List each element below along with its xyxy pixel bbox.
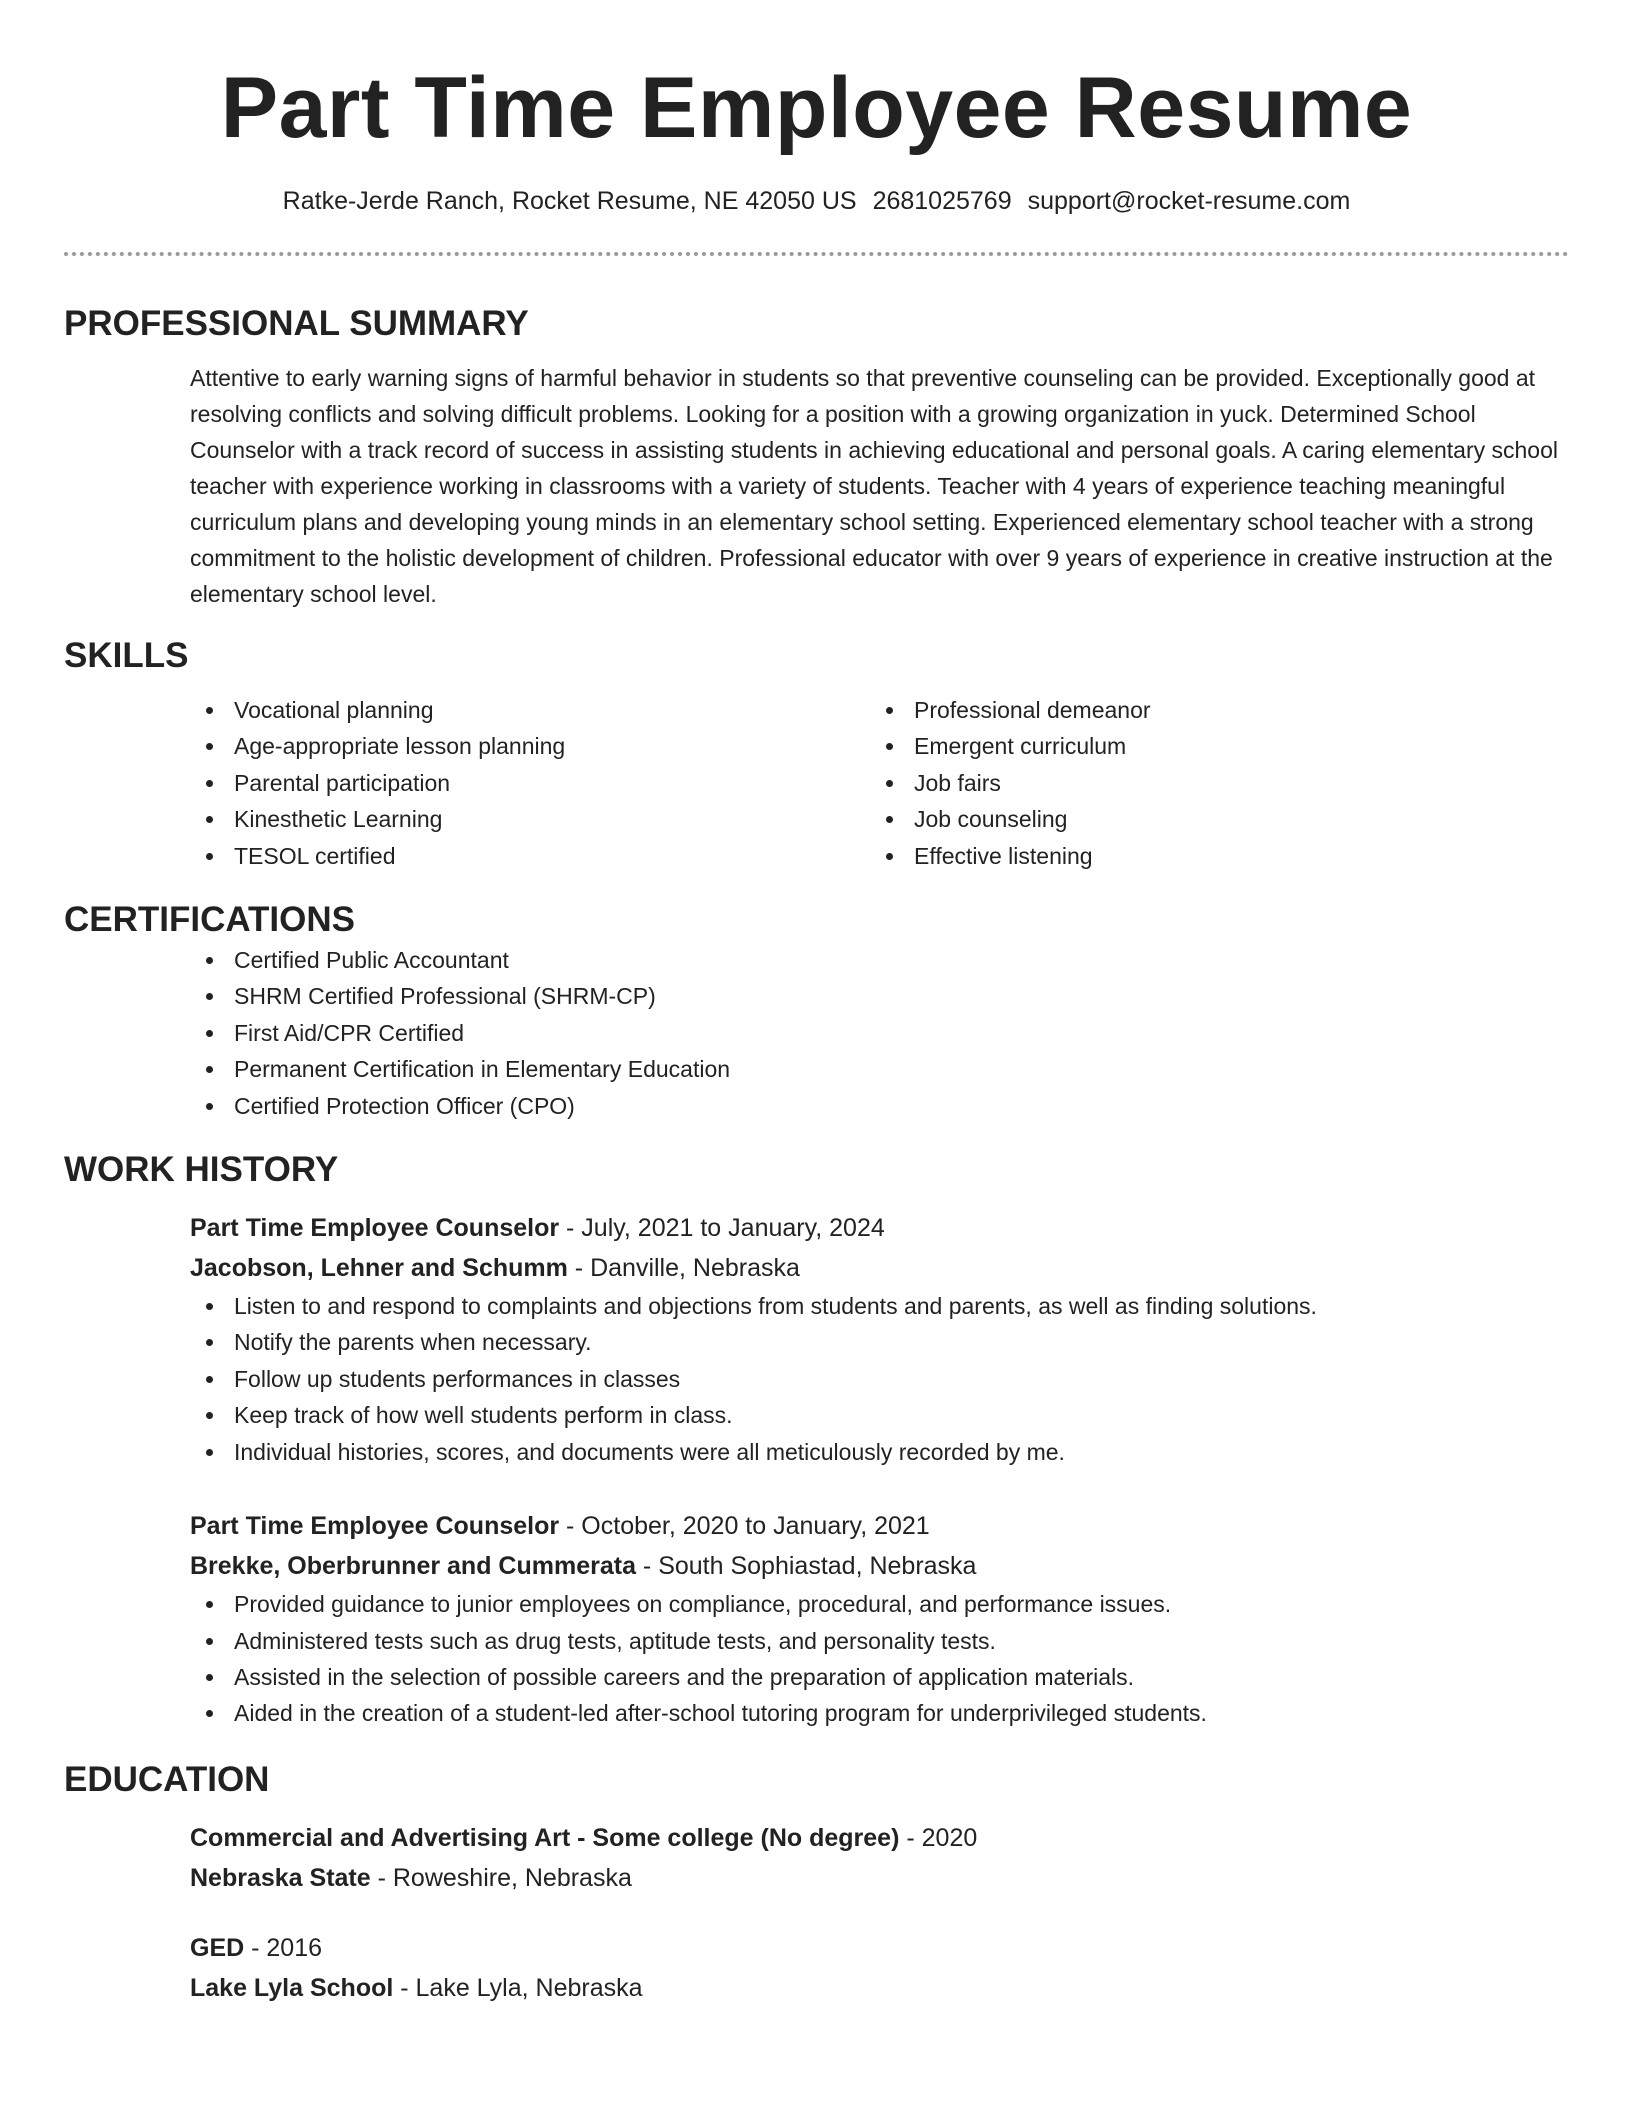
contact-address: Ratke-Jerde Ranch, Rocket Resume, NE 42050 US [282, 187, 857, 215]
skill-item: Kinesthetic Learning [190, 801, 870, 837]
job-company-line [190, 1248, 1569, 1288]
education-heading: EDUCATION [64, 1759, 270, 1799]
skill-item: Job fairs [870, 765, 1550, 801]
skill-item: Job counseling [870, 801, 1550, 837]
certification-item: Certified Public Accountant [190, 942, 1569, 978]
skill-item: Parental participation [190, 765, 870, 801]
education-entry [190, 1818, 1569, 1898]
skills-section [64, 634, 1569, 874]
certification-item: First Aid/CPR Certified [190, 1015, 1569, 1051]
certifications-heading: CERTIFICATIONS [64, 900, 356, 940]
certification-item: Certified Protection Officer (CPO) [190, 1088, 1569, 1124]
job-duty: Listen to and respond to complaints and objections from students and parents, as well as finding solutions. [190, 1288, 1569, 1324]
job-duty: Administered tests such as drug tests, aptitude tests, and personality tests. [190, 1623, 1569, 1659]
job-duty: Individual histories, scores, and documents were all meticulously recorded by me. [190, 1434, 1569, 1470]
job-title-line [190, 1208, 1569, 1248]
certifications-section [64, 898, 1569, 1124]
certification-item: Permanent Certification in Elementary Education [190, 1051, 1569, 1087]
work-history-heading: WORK HISTORY [64, 1150, 339, 1190]
education-school-line [190, 1968, 1569, 2008]
job-company: Jacobson, Lehner and Schumm [190, 1254, 568, 1283]
job-role: Part Time Employee Counselor [190, 1214, 560, 1243]
skill-item: Age-appropriate lesson planning [190, 728, 870, 764]
skills-heading: SKILLS [64, 636, 189, 675]
skills-grid [190, 692, 1569, 874]
job-company: Brekke, Oberbrunner and Cummerata [190, 1552, 636, 1581]
job-dates: - October, 2020 to January, 2021 [559, 1512, 930, 1541]
skill-item: Emergent curriculum [870, 728, 1550, 764]
job-title-line [190, 1506, 1569, 1546]
education-degree-line [190, 1928, 1569, 1968]
certification-item: SHRM Certified Professional (SHRM-CP) [190, 978, 1569, 1014]
job-role: Part Time Employee Counselor [190, 1512, 560, 1541]
contact-line [64, 184, 1569, 218]
skill-item: Vocational planning [190, 692, 870, 728]
education-year: - 2020 [899, 1823, 978, 1852]
job-duty: Assisted in the selection of possible careers and the preparation of application materials. [190, 1659, 1569, 1695]
resume-title: Part Time Employee Resume [220, 60, 1413, 156]
contact-email: support@rocket-resume.com [1027, 187, 1351, 215]
work-history-section [64, 1148, 1569, 1732]
skill-item: Effective listening [870, 838, 1550, 874]
job-duty: Provided guidance to junior employees on compliance, procedural, and performance issues. [190, 1586, 1569, 1622]
job-duty: Keep track of how well students perform in class. [190, 1397, 1569, 1433]
job-location: - South Sophiastad, Nebraska [635, 1552, 977, 1581]
job-duty: Follow up students performances in classes [190, 1361, 1569, 1397]
summary-section [64, 302, 1569, 612]
skills-column-left [190, 692, 870, 874]
education-school: Lake Lyla School [190, 1973, 394, 2002]
resume-page [64, 0, 1569, 2008]
skill-item: TESOL certified [190, 838, 870, 874]
education-school-line [190, 1858, 1569, 1898]
job-entry [190, 1208, 1569, 1470]
education-location: - Roweshire, Nebraska [370, 1863, 632, 1892]
education-degree-line [190, 1818, 1569, 1858]
education-school: Nebraska State [190, 1863, 371, 1892]
contact-phone: 2681025769 [872, 187, 1012, 215]
education-section [64, 1758, 1569, 2008]
education-entry [190, 1928, 1569, 2008]
job-dates: - July, 2021 to January, 2024 [559, 1214, 885, 1243]
education-degree: Commercial and Advertising Art - Some college (No degree) [190, 1823, 900, 1852]
header-divider [64, 252, 1569, 256]
job-duty: Aided in the creation of a student-led after-school tutoring program for underprivileged students. [190, 1695, 1569, 1731]
summary-text: Attentive to early warning signs of harmful behavior in students so that preventive counseling can be provided. Exceptionally good at resolving conflicts and solving difficult problems. Looking for a position with a growing organization in yuck. Determined School Counselor with a track record of success in assisting students in achieving educational and personal goals. A caring elementary school teacher with experience working in classrooms with a variety of students. Teacher with 4 years of experience teaching meaningful curriculum plans and developing young minds in an elementary school setting. Experienced elementary school teacher with a strong commitment to the holistic development of children. Professional educator with over 9 years of experience in creative instruction at the elementary school level. [190, 365, 1558, 607]
job-location: - Danville, Nebraska [567, 1254, 800, 1283]
education-degree: GED [190, 1933, 245, 1962]
skill-item: Professional demeanor [870, 692, 1550, 728]
skills-column-right [870, 692, 1550, 874]
education-year: - 2016 [244, 1933, 323, 1962]
job-entry [190, 1506, 1569, 1732]
job-company-line [190, 1546, 1569, 1586]
job-duty: Notify the parents when necessary. [190, 1324, 1569, 1360]
education-location: - Lake Lyla, Nebraska [393, 1973, 643, 2002]
summary-heading: PROFESSIONAL SUMMARY [64, 304, 529, 343]
